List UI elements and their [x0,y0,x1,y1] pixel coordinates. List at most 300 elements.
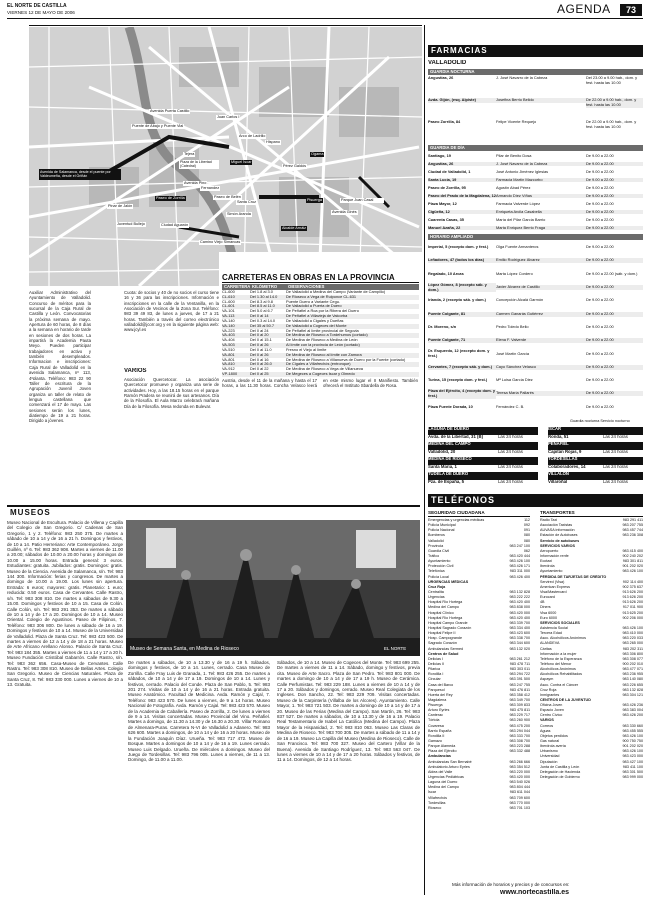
farmacia-cell: Javier Álvarez de Castillo [496,285,586,290]
carretera-cell: VA-801 [222,357,235,362]
map-label: Ogama [311,152,324,156]
map-label: Juventud Bullejo [117,222,145,226]
phone-entry-name: Íscar [428,790,436,795]
farmacia-cell: Concepción Alcalá Garmón [496,298,544,303]
carretera-cell: VA-101 [222,309,235,314]
carretera-cell: Del 0 al 26 [250,343,286,348]
farmacia-cell: Dr. Esquerdo, 12 (excepto dom. y fest.) [428,349,490,359]
farmacias-note: Guardia nocturna Servicio nocturno [570,419,630,423]
map-label: Paseo de Zorrilla [156,196,185,200]
map-label: Simón Aranda [227,212,251,216]
dia-table [428,152,643,232]
farmacia-cell: Plaza del Ejército, 4 (excepto dom. y fest.) [428,388,496,398]
phone-entry-name: Pisuerga [428,703,443,708]
phone-entry-number: 902 206 000 [622,615,643,620]
museos-col1: Museo Nacional de Escultura. Palacio de Villena y Capilla del Colegio de San Gregorio. C/ Cadenas de San Gregorio, 1 y 2. Teléfono: 983 250 375. De martes a sábado de 10 a 14 y de 16 a 21 h. Domingos y festivos, de 10 a 14. Patio Herreriano: Arte Contemporáneo. Jorge Guillén, nº 6. Tel: 983 362 908. Martes a viernes de 11.00 a 20.00; sábados de 10.00 a 20.00 horas y domingos de 10.00 a 15.00 horas. Entrada general: 3 euros. Estudiantes: gratuita. Jubilados: gratis. Domingos: gratis. Museo de la Ciencia. Avenida de Salamanca, s/n. Tel: 983 144 300. Información: ferias y congresos. De martes a domingo de 10.00 a 19.00. Los lunes sin apertura. Entrada: 6 euros; mayores: gratis. Planetario: 1 euro; reducida: 0.50 euros. Casa de Cervantes. Calle Rastro, s/n. Tel: 983 308 810. De martes a sábados de 9.30 a 15.00. Domingos y festivos de 10 a 15. Casa de Colón. Calle Colón, s/n. Tel: 983 291 353. De martes a sábado de 10 a 14 y de 17 a 20. Domingos de 10 a 14. Museo Oriental. Colegio de Agustinos. Paseo de Filipinos, 7. Teléfono: 983 306 800. De lunes a sábado de 16 a 19. Domingos y festivos de 10 a 14. Museo de la Universidad de Valladolid. Plaza de Santa Cruz. Tel: 983 423 500. De martes a viernes de 12 a 14 y de 18 a 21 horas. Museo de Arte Africano Arellano Alonso. Palacio de Santa Cruz. Tel: 983 184 355. Martes a viernes de 11 a 14 y 17 a 20 h. Museo Fundación Cristóbal Gabarrón. Calle Rastro, s/n. Tel: 983 362 656. Casa-Museo de Cervantes. Calle Rastro. Tel: 983 308 810. Museo de Bellas Artes. Colegio San Gregorio. Museo de Ciencias Naturales. Plaza de Santa Cruz, 8. Tel: 983 330 000. Lunes a viernes de 10 a 13. Gratuita. [7,520,123,688]
phone-entry-number: 983 344 600 [509,641,530,646]
phone-entry-name: Protección Civil [428,564,454,569]
farmacia-cell: Teresa María Pallarés [496,391,586,396]
museos-heading [7,505,420,517]
phone-entry-number: 983 540 026 [509,780,530,785]
phone-entry-number: 983 338 700 [509,636,530,641]
phone-entry-number: 983 391 500 [509,677,530,682]
dia-header: GUARDIA DE DÍA [428,145,643,151]
phone-entry-number: 983 247 100 [509,543,530,548]
phone-entry-number: 913 625 200 [622,610,643,615]
phone-entry-number: 983 261 212 [509,656,530,661]
farmacia-cell: Regalado, 10 Arcas [428,271,464,276]
phone-entry-name: Hospital Sagrado Corazón [428,625,472,630]
phone-entry-name: SERVICIOS VARIOS [540,543,575,548]
phone-entry-number: 091 [523,528,530,533]
farmacia-cell: De 9.00 a 22.00 [586,312,643,317]
nocturna-header: GUARDIA NOCTURNA [428,69,643,75]
carretera-cell: De Medina de Rioseco a Vega de Villanueva [286,367,363,372]
farmacia-cell: Turina, 15 (excepto dom. y fest.) [428,378,488,383]
carretera-cell: VA-113 [222,314,250,319]
carretera-cell: De Valladolid a Cigales y Dueñas [286,318,344,323]
phone-entry-number: 983 426 200 [622,713,643,718]
phone-entry-number: 983 411 100 [622,764,643,769]
phone-entry-name: Ambulancias [428,754,451,759]
phone-entry-name: Cruz Roja [540,687,557,692]
phone-entry-name: Hospital Clínico [428,610,454,615]
provincia-left-table [428,427,538,487]
phone-entry-name: Asoc. Alcohólicos Anónimos [540,636,586,641]
map-label: Santa Cruz [237,200,256,204]
farmacia-cell: Leñadores, 47 (todos los días) [428,258,496,263]
phone-entry-name: PÉRDIDA DE TARJETAS DE CRÉDITO [540,574,607,579]
carretera-cell: Del 5.0 al 6.7 [250,309,273,314]
provincia-hours: Las 24 horas [603,479,628,484]
farmacia-cell: Puente Colgante, 71 [428,338,496,343]
phone-entry-name: Correos [540,723,554,728]
farmacia-cell: Manuel Azaña, 22 [428,226,496,231]
farmacia-cell: De 9.00 a 22.00 [586,298,614,303]
farmacia-cell: Cayo Sánchez Velasco [496,365,586,370]
provincia-hours: Las 24 horas [498,464,523,469]
farmacia-cell: Cuarenta Casas, 35 [428,217,464,222]
map-label: Hispano [266,140,280,144]
phone-entry-number: 983 236 955 [622,672,643,677]
phone-entry-name: Aspaym [540,677,554,682]
farmacia-cell: De 9.00 a 22.00 [586,338,643,343]
farmacia-cell: Del 23.00 a 9.00 hab., dom. y fest. hasta las 10.00 [586,76,638,85]
carreteras-col-header: OBSERVACIONES [286,284,419,290]
phone-entry-name: URGENCIAS MÉDICAS [428,579,469,584]
taller-text: Taller de escritura de la Agrupación Juvenil Joven organiza un taller de relato de lengua castellana que comenzará el 17 de mayo. Las sesiones serán los lunes, diatiempo de 19 a 21 horas. Dirigido a jóvenes. [29,381,91,424]
phone-entry-name: Provincia [428,543,444,548]
farmacia-cell: De 9.00 a 22.00 [586,210,643,215]
farmacias-city: VALLADOLID [428,60,467,66]
carreteras-col-header: KILÓMETRO [250,284,286,290]
carreteras-rule [222,282,419,283]
phone-entry-name: Cáritas [540,646,552,651]
phone-entry-number: 983 420 000 [509,610,530,615]
farmacia-cell: De 9.00 a 22.00 [586,285,643,290]
farmacia-cell: Agustín Abad Pérez [496,185,531,190]
phone-entry-number: 983 236 308 [622,533,643,538]
carretera-cell: Puente Duero a Variante Cegu. [286,299,340,304]
carretera-cell: CL-600 [222,299,235,304]
phone-entry-number: 983 202 311 [622,646,643,651]
phone-entry-number: 983 222 222 [509,595,530,600]
farmacia-cell: De 9.00 a 22.00 [586,178,643,183]
provincia-address: Valladolid, 20 [428,449,456,454]
map-label: Plaza de la Libertad (Catedral) [179,160,219,169]
phone-entry-number: 983 294 044 [509,728,530,733]
farmacia-cell: Armando Díez Víñas [496,194,586,199]
phone-entry-number: 983 349 700 [509,697,530,702]
phone-entry-number: 983 423 000 [622,754,643,759]
phone-entry-number: 983 132 828 [509,589,530,594]
museum-photo [126,520,420,656]
phone-entry-number: 983 477 071 [622,667,643,672]
phone-entry-number: 983 770 000 [509,800,530,805]
phone-entry-name: Información a la mujer [540,651,577,656]
farmacia-cell: De 22.00 a 9.00 hab., dom. y fest. hasta las 10.00 [586,120,637,129]
farmacia-cell: Farmacia Martín Mazcorbo [496,178,586,183]
phone-entry-name: Ambulancias Sermed [428,646,464,651]
farmacias-heading [428,45,643,57]
phone-entry-name: Policía Nacional [428,528,455,533]
telefonos-title: TELÉFONOS [431,495,496,505]
carretera-cell: VA-912 [222,367,235,372]
carretera-cell: VA-810 [222,362,250,367]
phone-entry-name: SERVICIOS SOCIALES [540,620,580,625]
carretera-cell: De Megeces a Cogeces Iscar y Olmedo [286,372,419,377]
phone-entry-number: 983 426 171 [509,564,530,569]
farmacia-cell: De 9.00 a 22.00 [586,162,643,167]
phone-entry-number: 983 308 700 [509,739,530,744]
phone-entry-number: 983 420 400 [509,600,530,605]
phone-entry-name: Rondilla II [428,733,445,738]
farmacia-cell: José Antonio Jiménez Iglesias [496,169,549,174]
phone-entry-number: 913 626 200 [622,589,643,594]
obras-text-c: Asociación Quercetocor. La asociación Quercetocor promueve y organiza una serie de actividades. Hoy, a las 18.15 horas en el parque Ramón Pradera se reunirá de sus artesanos. Día de la Filosofía. El Aula Marzo celebrará mañana Día de la Filosofía. Mesa redonda en Bulevar. [124,377,219,409]
farmacia-cell: De 9.00 a 22.00 [586,351,614,356]
phone-entry-number: 983 333 700 [509,733,530,738]
phone-entry-number: 917 011 900 [622,605,643,610]
farmacia-cell: Fernández C. B. [496,404,525,409]
phone-entry-name: Plaza del Ejército [428,749,457,754]
phone-entry-name: Tercera Edad [540,631,562,636]
phone-entry-number: 913 626 200 [622,600,643,605]
provincia-address: Avda. de la Libertad, 31 (B) [428,434,483,439]
phone-entry-name: Iberdrola avería [540,744,566,749]
tel-col1-rule [428,516,530,517]
phone-entry-number: 983 426 100 [622,569,643,574]
carretera-cell: Del 35 al 50.7 [250,324,286,329]
carretera-cell: Del 0 al 24 [250,328,269,333]
museos-col2: De martes a sábados, de 10 a 13.30 y de 16 a 19 h. Sábados, domingos y festivos, de 10 a 14. Lunes, cerrado. Casa Museo de Zorrilla. Calle Fray Luis de Granada, 1. Tel: 983 426 255. De martes a sábados, de 10 a 14 y de 17 a 19. Domingos de 10 a 14. Lunes y festivos, cerrado. Palacio del Conde. Plaza de San Pablo, 5. Tel: 983 201 274. Visitas de 10 a 14 y de 16 a 21 horas. Entrada gratuita. Museo Anatómico. Facultad de Medicina. Avda. Ramón y Cajal, 7. Teléfono: 983 423 570. De lunes a viernes, de 9 a 14 horas. Museo Nacional de Fotografía. Avda. Ramón y Cajal. Tel: 983 423 570. Museo de la Academia de Caballería. Paseo de Zorrilla, 2. De lunes a viernes de 9 a 14. Visitas concertadas. Museo Provincial del Vino. Peñafiel. Martes a domingo, de 11.30 a 14.30 y de 16.30 a 20.30. Villar Romano de Almenara-Puras. Carretera N-VI de Valladolid a Adanero. Tel: 983 626 600. Martes a domingos, de 10 a 14 y de 16 a 20 horas. Museo de la Fundación Joaquín Díaz. Urueña. Tel: 983 717 472. Museo de Bosque. Martes a domingos de 10 a 14 y de 16 a 19. Lunes cerrado. Museo Luis Delgado. Urueña. De miércoles a domingos. Museo del Juego de Tordesillas. Tel: 983 796 005. Lunes a viernes, de 11 a 13. Domingo, de 11.00 a 11.00. [128,660,270,763]
phone-entry-number: 901 202 020 [622,744,643,749]
map-label: Fernandez [201,186,220,190]
phone-entry-name: Guardia Civil [428,548,450,553]
phone-entry-name: Medina del Campo [428,605,459,610]
phone-entry-number: 983 229 717 [509,713,530,718]
museos-col3: Sábados, de 10 a 14. Museo de Cogeces del Monte. Tel: 983 699 255. De martes a viernes de 11 a 14. Sábado, domingo y festivos, previa cita. Museo de Arte Sacro. Plaza de San Pedro. Tel: 983 801 000. De martes a domingo de 10 a 14 y de 17 a 19 h. Museo de Cerámica. Calle Perfumistas. Tel: 983 229 188. Lunes a viernes de 10 a 14 y de 17 a 20. Sábados y domingos, cerrado. Museo Real Colegiata de los Ingleses. Don Sancho, 22. Tel: 983 229 709. Visitas concertadas. Museo de la Carpintería (Villalba de los Alcores). Ayuntamiento. Calle Mayor, 1. Tel: 983 721 503. De martes a domingo de 10 a 14 y de 17 a 20. Museo de las Ferias (Medina del Campo). San Martín, 26. Tel: 983 837 527. De martes a sábados, de 10 a 13.30 y de 16 a 19. Palacio Real Testamentario de Isabel La Católica (Medina del Campo). Plaza Mayor de la Hispanidad, 2. Tel: 983 810 063. Museo Las Claras de Medina de Rioseco. Tel: 983 700 305. De martes a sábado de 11 a 14 y de 16 a 19. Museo La Capilla del Museo (Medina de Rioseco). Calle de San Francisco. Tel: 983 700 327. Museo del Cartero (Villar de la Buena). Avenida de Santiago Rodríguez, 13. Tel: 983 563 047. De lunes a viernes de 10 a 14 y de 17 a 20 horas. Sábados y festivos, de 11 a 14. Domingos, de 12 a 14 horas. [277,660,420,763]
page-number: 73 [620,4,642,16]
tel-col1-header: SEGURIDAD CIUDADANA [428,510,485,515]
farmacia-cell: Josefina Berrio Belido [496,98,586,103]
carretera-cell: Del 8.3 al 9.8 [250,299,273,304]
phone-entry-number: 983 838 000 [509,605,530,610]
provincia-town: MEDINA DE RIOSECO [428,457,538,465]
phone-entry-name: Bomberos [428,533,445,538]
carreteras-col-header: CARRETERA [224,284,250,289]
carretera-cell: Del 1.30 al 14.0 [250,295,286,300]
map-label: Miguel Íscar [231,160,252,164]
farmacia-cell: Carmen Ganarás Gutiérrez [496,312,586,317]
farmacia-cell: Enriqueta Arcila Casabella [496,210,586,215]
header-rule [7,18,643,19]
phone-entry-number: 902 114 400 [622,579,643,584]
phone-entry-name: Radio Taxi [540,518,558,522]
map-label: Juan Carlos I [217,115,240,119]
farmacia-cell: De 9.00 a 22.00 [586,245,614,250]
phone-entry-name: Policía Municipal [428,523,456,528]
phone-entry-name: Parquesol [428,687,445,692]
phone-entry-number: 913 626 200 [622,595,643,600]
map-label: Pérez Galdós [283,164,307,168]
map-label: Camino Viejo Simancas [200,240,241,244]
telefonos-heading [428,494,643,507]
phone-entry-name: 4B [540,600,545,605]
obras-top-rule [29,25,422,26]
phone-entry-name: Emergencias y urgencias médicas [428,518,485,522]
farmacia-cell: De 9.00 a 22.00 [586,169,614,174]
farmacia-cell: Plaza Mayor, 12 [428,201,457,206]
provincia-town: TUDELA DE DUERO [428,472,538,480]
phone-entry-name: Alcohólicos Anónimos [540,667,576,672]
phone-entry-name: Casa del Barco [428,682,454,687]
farmacia-cell: José Martín García [496,351,530,356]
farmacia-cell: J. José Navarro de la Cabeza [496,162,586,167]
phone-entry-name: Ambulancias San Bernabé [428,759,472,764]
carreteras-table [222,284,419,377]
phone-entry-number: 983 266 666 [509,759,530,764]
phone-entry-name: Telefónica [428,569,445,574]
phone-entry-name: Información renfe [540,553,569,558]
phone-entry-name: Delicias I [428,656,443,661]
map-label: Pinar de Jalón [108,204,133,208]
provincia-hours: Las 24 horas [603,449,628,454]
farmacia-cell: De 9.00 a 22.00 [586,217,614,222]
phone-entry-name: Magdalena [428,697,447,702]
farmacia-cell: De 9.00 a 22.00 [586,153,614,158]
farmacia-cell: Angustias, 26 [428,162,496,167]
phone-entry-name: Espacio Joven [540,708,564,713]
carretera-cell: De Valladolid a Puerta de Duero [286,304,419,309]
phone-entry-name: Urbanismo [540,749,558,754]
phone-entry-name: Diners [540,605,551,610]
phone-entry-name: Teléfono del Menor [540,661,572,666]
farmacia-cell: Elena F. Valverde [496,338,586,343]
carreteras-title: CARRETERAS EN OBRAS EN LA PROVINCIA [222,273,395,282]
carretera-cell: De Medina de Rioseco a Medina de León [286,338,358,343]
farmacia-cell: Paseo Zorrilla, 84 [428,120,461,124]
phone-entry-number: 983 334 400 [509,625,530,630]
map-label: Avenida de Salamanca, desde el puente por Valdeumeña, desde el Griñán [39,169,121,180]
phone-entry-number: 983 804 444 [509,785,530,790]
museos-title: MUSEOS [10,508,51,517]
phone-entry-name: Eurocard [540,595,555,600]
phone-entry-number: 983 339 700 [509,620,530,625]
obras-text-b: Cuota: de socios y 40 de no socios el curso tiene 16 y 36 para las inscripciones. Información e inscripciones en la calle de la Ventanilla, en la Asociación de Vecinos de la Zona Sur. Teléfono: 983 39 49 83, de lunes a jueves, de 17 a 21 horas. También a través del correo electrónico valladolid@jcorr.org y en la siguiente página web: www.jcyl.es [124,290,219,333]
provincia-address: Capitán Rojas, 9 [548,449,582,454]
carretera-cell: Del 1.8 al 3.0 [250,290,273,294]
phone-entry-name: Urgencias Pediátricas [428,775,464,780]
carretera-cell: CL-601 [222,304,250,309]
phone-entry-number: 080 [523,533,530,538]
phone-entry-name: Delicias II [428,661,444,666]
phone-entry-number: 902 240 202 [622,553,643,558]
phone-entry-number: 983 332 488 [509,749,530,754]
map-label: Parque Juan Casal [340,198,384,203]
provincia-town: ÍSCAR [548,427,643,435]
phone-entry-name: Tórtola [428,718,440,723]
photo-credit: EL NORTE [384,646,407,651]
phone-entry-number: 983 220 033 [622,636,643,641]
phone-entry-name: Villafrechós [428,795,447,800]
obras-text-d: Austria, desde el 11 de la mañana y hasta el 17 horas, a las 11.30 horas. Concha Velasco leerá en este mismo lugar el II Manifiesto. También ofrecerá el Instituto Sbardella de Rosa. [222,378,418,389]
provincia-town: VILLALÓN [548,472,643,480]
phone-entry-number: 983 309 833 [509,703,530,708]
farmacia-cell: Farmacia Valverde López [496,201,541,206]
phone-entry-name: Centros de Salud [428,651,459,656]
provincia-hours: Las 24 horas [498,449,523,454]
phone-entry-name: Ayuntamiento [428,559,451,564]
phone-entry-name: Junta de Castilla y León [540,764,580,769]
phone-entry-number: 983 304 121 [622,692,643,697]
provincia-town: MEDINA DEL CAMPO [428,442,538,450]
phone-entry-name: Parque Alameda [428,744,456,749]
phone-entry-number: 983 420 444 [509,553,530,558]
carretera-cell: VA-404 [222,338,235,343]
phone-entry-name: Aldea del Valle [428,769,453,774]
provincia-town: PEÑAFIEL [548,442,643,450]
phone-entry-name: Visa 6000 [540,610,557,615]
phone-entry-number: 983 247 755 [509,682,530,687]
phone-entry-name: Diputación [540,759,558,764]
map-label: Avenida Puerta Castillo [150,109,190,113]
phone-entry-name: Estación de Autobuses [540,533,578,538]
provincia-address: Ronda, 51 [548,434,569,439]
phone-entry-name: Pilarica [428,667,441,672]
farmacia-cell: De 9.00 a 22.00 [586,378,614,383]
phone-entry-number: 092 [523,523,530,528]
provincia-hours: Las 24 horas [603,464,628,469]
map-label: Avenida Pino [184,181,207,185]
farmacia-cell: Marta López Cordero [496,271,533,276]
provincia-town: LAGUNA DE DUERO [428,427,538,435]
farmacia-cell: Mª Luisa García Diez [496,378,533,383]
farmacia-cell: Puente Colgante, 81 [428,312,496,317]
phone-entry-name: Visa/Mastercard [540,589,567,594]
carretera-cell: De Valladolid a Cogeces del Monte [286,324,419,329]
phone-entry-number: 983 420 000 [509,775,530,780]
carretera-cell: Del 0 al 26.0 [250,362,286,367]
carretera-cell: Fresno el Viejo al límite [286,347,327,352]
phone-entry-name: Alcohólicos Rehabilitados [540,672,583,677]
carretera-cell: De Rioseco a Vega de Ruiponce CL-631 [286,295,419,300]
carretera-cell: Del 0 al 15.1 [250,338,272,343]
phone-entry-name: Tráfico [428,553,440,558]
map-label: Pisuerga [307,198,322,202]
website-link[interactable]: www.nortecastilla.es [500,889,569,896]
carretera-cell: De Peñafiel a Roa por la Ribera del Duero [286,309,359,314]
phone-entry-number: 983 457 744 [622,528,643,533]
farmacia-cell: Irlanda, 2 (excepto sáb. y dom.) [428,298,486,303]
phone-entry-name: Huerta del Rey [428,692,453,697]
column-divider [424,25,425,895]
phone-entry-number: 983 427 100 [622,759,643,764]
phone-entry-name: Medina del Campo [428,785,459,790]
farmacia-cell: López Gómez, 8 (excepto sáb. y dom.) [428,283,496,293]
phone-entry-name: Aguas [540,728,551,733]
phone-entry-name: Asociación Taxistas [540,523,573,528]
map-label: Avenida Ginés [332,210,357,214]
map-label: Ciudad Aguarón [161,223,189,227]
phone-entry-name: Laguna del Duero [428,780,458,785]
phone-entry-number: 983 455 555 [622,728,643,733]
carretera-cell: VA-140 [222,324,250,329]
provincia-address: Colaboradores, 14 [548,464,586,469]
phone-entry-name: Gas natural [540,739,560,744]
phone-entry-number: 983 207 755 [622,523,643,528]
phone-entry-number: 983 478 711 [509,661,530,666]
phone-entry-number: 983 476 811 [509,687,530,692]
phone-entry-number: 983 301 811 [622,559,643,564]
phone-entry-name: Hospital Felipe II [428,631,456,636]
issue-date: VIERNES 12 DE MAYO DE 2006 [7,10,75,15]
phone-entry-name: Rioseco [428,805,442,810]
farmacia-cell: Cervantes, 7 (excepto sáb. y dom.) [428,365,496,370]
carretera-cell: Del 0 al 26 [250,353,286,358]
farmacia-cell: Santa Lucía, 19 [428,178,496,183]
phone-entry-name: Valladolid [428,538,444,543]
phone-entry-number: 983 426 100 [622,625,643,630]
phone-entry-number: 080 [523,538,530,543]
phone-entry-name: Euro 6000 [540,615,558,620]
phone-entry-name: Hospital Río Hortega [428,615,463,620]
phone-entry-name: Sagrado Corazón [428,641,457,646]
provincia-address: Villaroñal [548,479,568,484]
farmacia-cell: Imperial, 5 (excepto dom. y fest.) [428,245,489,250]
phone-entry-number: 983 426 100 [622,749,643,754]
farmacia-cell: De 22.00 a 9.00 hab., dom. y fest. hasta las 10.00 [586,98,643,108]
phone-entry-number: 983 311 000 [509,569,530,574]
phone-entry-name: Hosp. Campogrande [428,636,463,641]
farmacia-cell: Ciudad de Valladolid, 1 [428,169,471,174]
photo-caption: Museo de Semana Santa, en Medina de Rioseco [130,646,239,652]
phone-entry-name: Asistencia Social [540,625,568,630]
carretera-cell: CL-600 [222,290,235,294]
phone-entry-number: 983 140 080 [622,677,643,682]
phone-entry-number: 983 420 400 [509,615,530,620]
carretera-cell: VA-503 [222,343,250,348]
carretera-cell: VA-223 [222,328,235,333]
phone-entry-number: 901 202 020 [622,564,643,569]
farmacia-cell: Marta Enriquez Berrio Fraga [496,226,586,231]
phone-entry-number: 983 260 900 [509,718,530,723]
phone-entry-name: Ayuntamiento [540,569,563,574]
farmacia-cell: Paseo del Prado de la Magdalena, 12 [428,193,496,198]
phone-entry-number: 983 709 600 [509,795,530,800]
phone-entry-name: Ambulatorio Arturo Eyries [428,764,470,769]
farmacia-cell: De 9.00 a 22.00 [586,201,614,206]
